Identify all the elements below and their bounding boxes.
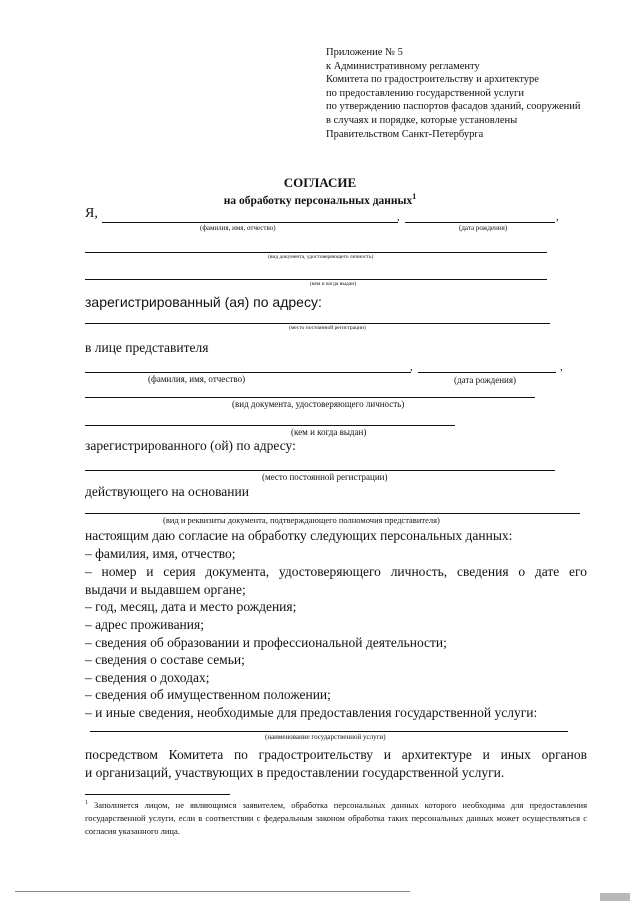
i-label: Я, (85, 206, 98, 221)
appendix-line: в случаях и порядке, которые установлены (326, 114, 518, 126)
applicant-birthdate-field[interactable] (405, 222, 555, 223)
applicant-issued-field[interactable] (85, 279, 547, 280)
footnote-mark: 1 (85, 800, 88, 806)
rep-fio-field[interactable] (85, 372, 411, 373)
rep-address-field[interactable] (85, 470, 555, 471)
footnote (85, 797, 587, 838)
caption-authority-doc: (вид и реквизиты документа, подтверждающего полномочия представителя) (163, 515, 440, 525)
acting-label: действующего на основании (85, 484, 249, 499)
document-subtitle (0, 192, 640, 207)
representative-label: в лице представителя (85, 340, 209, 355)
consent-item: – сведения об образовании и профессиональной деятельности; (85, 635, 447, 650)
comma: , (410, 361, 413, 373)
caption-rep-birthdate: (дата рождения) (454, 375, 516, 385)
consent-item: – сведения о доходах; (85, 670, 210, 685)
caption-address: (место постоянной регистрации) (289, 325, 366, 331)
caption-birthdate: (дата рождения) (459, 224, 508, 232)
applicant-address-field[interactable] (85, 323, 550, 324)
consent-item: – номер и серия документа, удостоверяющего личность, сведения о дате его (85, 564, 587, 579)
caption-rep-fio: (фамилия, имя, отчество) (148, 374, 246, 384)
appendix-header (326, 46, 580, 141)
appendix-line: Правительством Санкт-Петербурга (326, 128, 484, 140)
scan-artifact (600, 893, 630, 901)
scan-edge-line (15, 891, 410, 892)
caption-issued: (кем и когда выдан) (310, 281, 357, 287)
document-title: СОГЛАСИЕ (283, 175, 357, 190)
consent-item: – год, месяц, дата и место рождения; (85, 599, 297, 614)
rep-birthdate-field[interactable] (418, 372, 556, 373)
rep-issued-field[interactable] (85, 425, 455, 426)
caption-rep-issued: (кем и когда выдан) (291, 427, 367, 437)
caption-rep-address: (место постоянной регистрации) (262, 472, 388, 482)
appendix-line: по утверждению паспортов фасадов зданий, сооружений (326, 101, 581, 113)
closing-text: посредством Комитета по градостроительству и архитектуре и иных органов (85, 747, 587, 762)
appendix-line: к Административному регламенту (326, 60, 480, 72)
consent-item: – адрес проживания; (85, 617, 204, 632)
appendix-line: по предоставлению государственной услуги (326, 87, 524, 99)
closing-text: и организаций, участвующих в предоставлении государственной услуги. (85, 765, 505, 780)
footnote-separator (85, 794, 230, 795)
appendix-line: Комитета по градостроительству и архитектуре (326, 74, 539, 86)
registered-label: зарегистрированный (ая) по адресу: (85, 294, 322, 310)
footnote-text: Заполняется лицом, не являющимся заявителем, обработка персональных данных которого необходима для предоставления государственной услуги, если в соответствии с федеральным законом обработка таких персональных данных может осуществляться с согласия указанного лица. (85, 799, 587, 836)
caption-id-doc: (вид документа, удостоверяющего личность) (268, 254, 374, 260)
consent-item-continued: выдачи и выдавшем органе; (85, 582, 246, 597)
rep-registered-label: зарегистрированного (ой) по адресу: (85, 438, 296, 453)
subtitle-text: на обработку персональных данных (223, 194, 413, 207)
comma: , (397, 211, 400, 223)
consent-item: – фамилия, имя, отчество; (85, 546, 236, 561)
appendix-line: Приложение № 5 (326, 47, 403, 58)
consent-item: – сведения о составе семьи; (85, 652, 245, 667)
comma: , (560, 361, 563, 373)
footnote-reference: 1 (412, 192, 417, 201)
rep-id-doc-field[interactable] (85, 397, 535, 398)
consent-item: – и иные сведения, необходимые для предоставления государственной услуги: (85, 705, 538, 720)
caption-rep-id-doc: (вид документа, удостоверяющего личность) (232, 399, 405, 409)
comma: , (556, 211, 559, 223)
authority-doc-field[interactable] (85, 513, 580, 514)
consent-item: – сведения об имущественном положении; (85, 687, 331, 702)
service-name-field[interactable] (90, 731, 568, 732)
caption-service-name: (наименование государственной услуги) (265, 733, 386, 741)
consent-intro: настоящим даю согласие на обработку следующих персональных данных: (85, 528, 513, 543)
applicant-id-doc-field[interactable] (85, 252, 547, 253)
caption-fio: (фамилия, имя, отчество) (200, 224, 276, 232)
applicant-fio-field[interactable] (102, 222, 398, 223)
